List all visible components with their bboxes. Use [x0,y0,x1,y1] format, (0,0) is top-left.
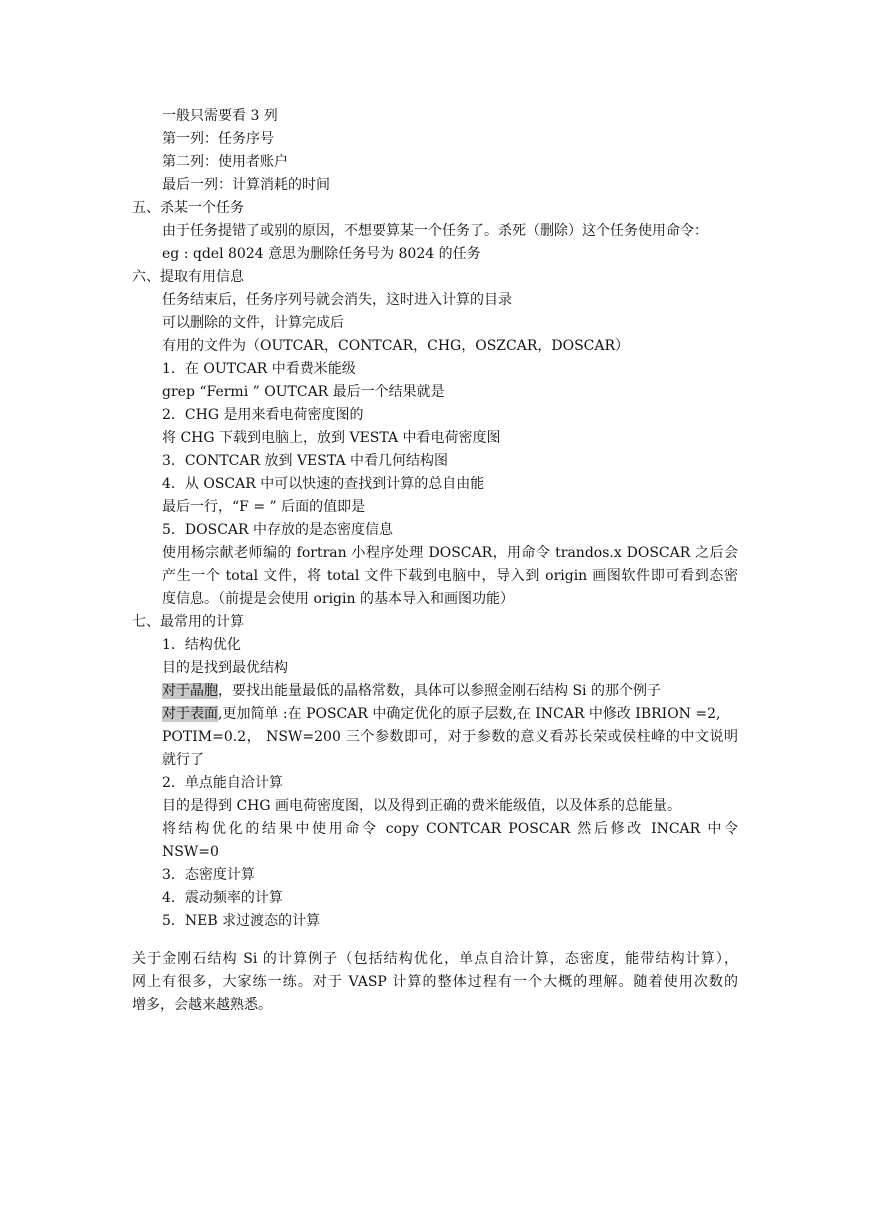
text-line [162,705,720,723]
text-line: 任务结束后，任务序列号就会消失，这时进入计算的目录 [162,292,512,308]
list-item: 2．CHG 是用来看电荷密度图的 [162,407,364,423]
text-line: 将结构优化的结果中使用命令 copy CONTCAR POSCAR 然后修改 INCAR 中令 [162,821,738,837]
text-line: 一般只需要看 3 列 [162,108,278,124]
section-heading: 五、杀某一个任务 [132,200,244,216]
text-line: eg : qdel 8024 意思为删除任务号为 8024 的任务 [162,246,481,262]
list-item: 2．单点能自洽计算 [162,775,283,791]
list-item: 5．NEB 求过渡态的计算 [162,913,321,929]
list-item: 1．在 OUTCAR 中看费米能级 [162,361,356,377]
text-line: 使用杨宗献老师编的 fortran 小程序处理 DOSCAR，用命令 trandos.x DOSCAR 之后会 [162,545,738,561]
text-line: 度信息。（前提是会使用 origin 的基本导入和画图功能） [162,591,514,607]
text-line: 第二列：使用者账户 [162,154,288,170]
text-line: 产生一个 total 文件，将 total 文件下载到电脑中，导入到 origin 画图软件即可看到态密 [162,568,738,584]
highlighted-text: 对于表面 [162,706,218,722]
section-heading: 七、最常用的计算 [132,614,244,630]
text-span: ,更加简单 :在 POSCAR 中确定优化的原子层数,在 INCAR 中修改 IBRION =2, [218,706,721,722]
paragraph-line: 网上有很多，大家练一练。对于 VASP 计算的整体过程有一个大概的理解。随着使用次数的 [132,974,738,990]
list-item: 5．DOSCAR 中存放的是态密度信息 [162,522,394,538]
text-line: 由于任务提错了或别的原因，不想要算某一个任务了。杀死（删除）这个任务使用命令： [162,223,708,239]
highlighted-text: 对于晶胞 [162,683,218,699]
list-item: 3．CONTCAR 放到 VESTA 中看几何结构图 [162,453,449,469]
text-line: 最后一行，“F = ” 后面的值即是 [162,499,366,515]
list-item: 4．震动频率的计算 [162,890,283,906]
text-line: 将 CHG 下载到电脑上，放到 VESTA 中看电荷密度图 [162,430,501,446]
text-line: 目的是找到最优结构 [162,660,288,676]
text-line: POTIM=0.2， NSW=200 三个参数即可，对于参数的意义看苏长荣或侯柱峰的中文说明 [162,729,738,745]
text-line: 最后一列：计算消耗的时间 [162,177,330,193]
text-line: grep “Fermi ” OUTCAR 最后一个结果就是 [162,384,445,400]
list-item: 1．结构优化 [162,637,241,653]
text-line [162,682,661,700]
text-line: 第一列：任务序号 [162,131,274,147]
text-line: 有用的文件为（OUTCAR，CONTCAR，CHG，OSZCAR，DOSCAR） [162,338,630,354]
paragraph-line: 关于金刚石结构 Si 的计算例子（包括结构优化，单点自洽计算，态密度，能带结构计算）， [132,951,738,967]
list-item: 4．从 OSCAR 中可以快速的查找到计算的总自由能 [162,476,485,492]
text-line: NSW=0 [162,844,219,860]
text-line: 目的是得到 CHG 画电荷密度图，以及得到正确的费米能级值，以及体系的总能量。 [162,798,682,814]
text-line: 就行了 [162,752,204,768]
text-span: ，要找出能量最低的晶格常数，具体可以参照金刚石结构 Si 的那个例子 [218,683,661,699]
paragraph-line: 增多，会越来越熟悉。 [132,997,272,1013]
list-item: 3．态密度计算 [162,867,255,883]
section-heading: 六、提取有用信息 [132,269,244,285]
text-line: 可以删除的文件，计算完成后 [162,315,344,331]
